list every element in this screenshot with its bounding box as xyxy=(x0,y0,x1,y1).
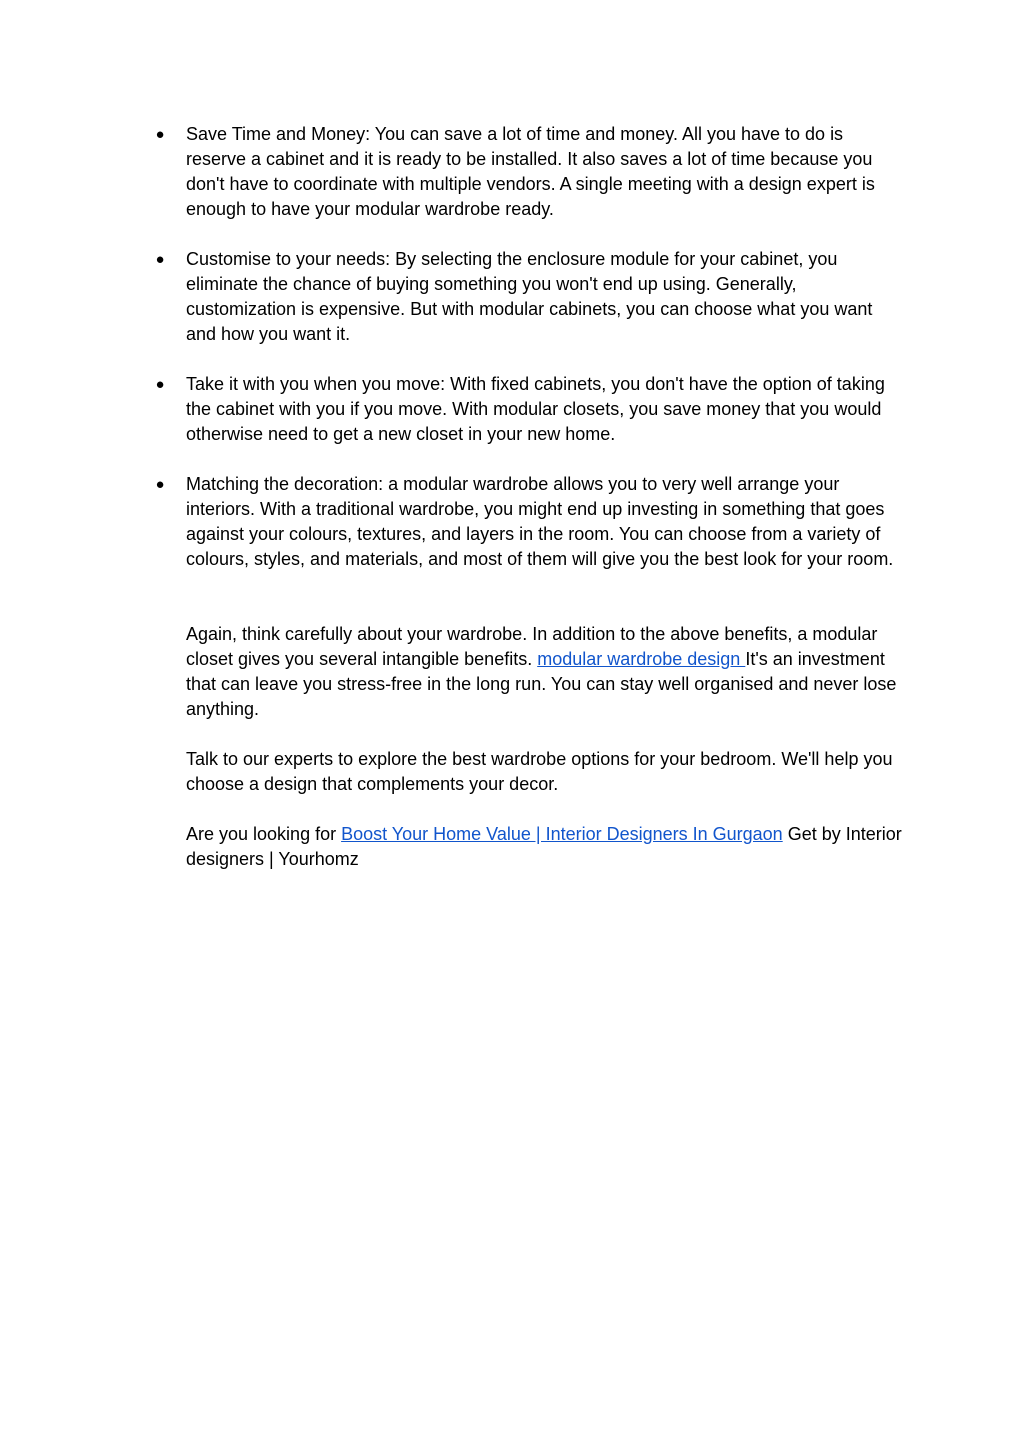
paragraph-text: Get by Interior designers | Yourhomz xyxy=(186,824,902,869)
list-item-text: Save Time and Money: You can save a lot of time and money. All you have to do is reserve a cabinet and it is ready to be installed. It also saves a lot of time because you don't have to coordinate with multiple vendors. A single meeting with a design expert is enough to have your modular wardrobe ready. xyxy=(186,124,875,219)
paragraph-interior-designers xyxy=(186,822,902,872)
bullet-icon: ● xyxy=(155,126,165,143)
benefits-list xyxy=(155,122,902,572)
list-item xyxy=(155,372,902,447)
list-item-text: Matching the decoration: a modular wardrobe allows you to very well arrange your interiors. With a traditional wardrobe, you might end up investing in something that goes against your colours, textures, and layers in the room. You can choose from a variety of colours, styles, and materials, and most of them will give you the best look for your room. xyxy=(186,474,894,569)
paragraph-text: Again, think carefully about your wardrobe. In addition to the above benefits, a modular closet gives you several intangible benefits. xyxy=(186,624,878,669)
paragraph-text: Talk to our experts to explore the best wardrobe options for your bedroom. We'll help you choose a design that complements your decor. xyxy=(186,749,893,794)
paragraph-talk-to-experts xyxy=(186,747,902,797)
blank-line xyxy=(186,597,902,622)
list-item xyxy=(155,472,902,572)
paragraph-text: Are you looking for xyxy=(186,824,342,844)
paragraph-intangible-benefits xyxy=(186,622,902,722)
list-item-text: Customise to your needs: By selecting the enclosure module for your cabinet, you eliminate the chance of buying something you won't end up using. Generally, customization is expensive. But with modular cabinets, you can choose what you want and how you want it. xyxy=(186,249,873,344)
list-item xyxy=(155,122,902,222)
document-body xyxy=(155,122,902,897)
list-item xyxy=(155,247,902,347)
interior-designers-gurgaon-link[interactable]: Boost Your Home Value | Interior Designers In Gurgaon xyxy=(341,824,783,844)
bullet-icon: ● xyxy=(155,476,165,493)
paragraph-text: It's an investment that can leave you stress-free in the long run. You can stay well organised and never lose anything. xyxy=(186,649,897,719)
modular-wardrobe-design-link[interactable]: modular wardrobe design xyxy=(537,649,746,669)
bullet-icon: ● xyxy=(155,251,165,268)
bullet-icon: ● xyxy=(155,376,165,393)
list-item-text: Take it with you when you move: With fixed cabinets, you don't have the option of taking the cabinet with you if you move. With modular closets, you save money that you would otherwise need to get a new closet in your new home. xyxy=(186,374,885,444)
